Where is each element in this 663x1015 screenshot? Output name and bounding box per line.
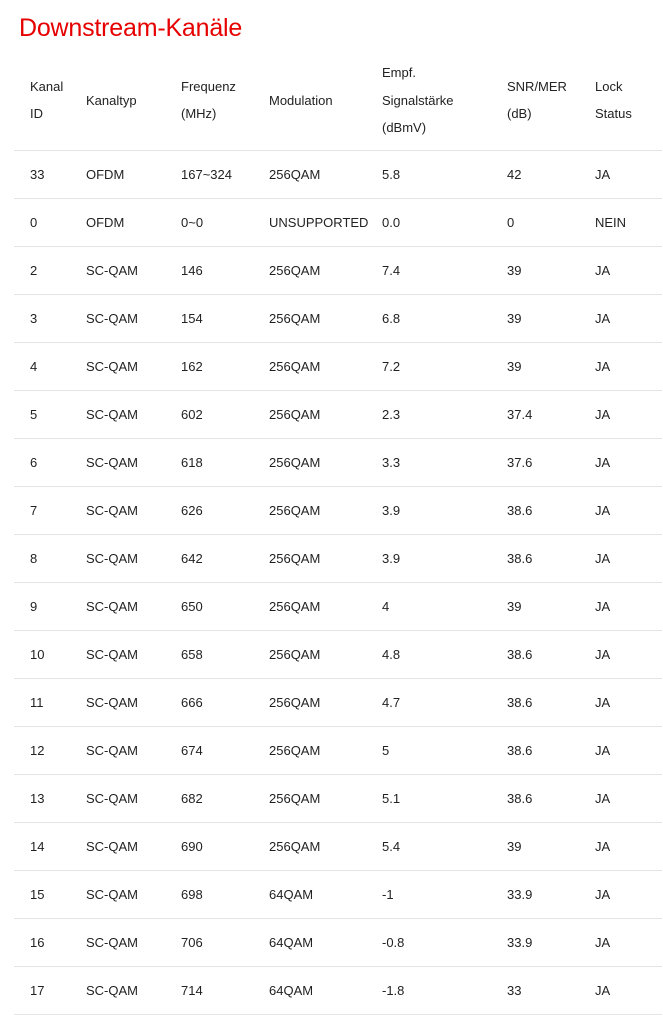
cell-snr-mer: 38.6 — [491, 678, 579, 726]
cell-signal-power: 7.4 — [366, 246, 491, 294]
table-row — [14, 150, 662, 198]
cell-modulation: 64QAM — [253, 918, 366, 966]
cell-lock-status: JA — [579, 390, 662, 438]
table-row — [14, 870, 662, 918]
cell-modulation: 256QAM — [253, 390, 366, 438]
cell-channel-id: 10 — [14, 630, 70, 678]
cell-lock-status: JA — [579, 870, 662, 918]
cell-signal-power: 3.9 — [366, 534, 491, 582]
table-row — [14, 726, 662, 774]
cell-modulation: 256QAM — [253, 438, 366, 486]
cell-channel-id: 13 — [14, 774, 70, 822]
cell-channel-id: 3 — [14, 294, 70, 342]
cell-modulation: 256QAM — [253, 294, 366, 342]
cell-signal-power: 3.9 — [366, 486, 491, 534]
cell-frequency: 714 — [165, 966, 253, 1014]
header-label: (MHz) — [181, 106, 217, 122]
cell-modulation: 256QAM — [253, 774, 366, 822]
cell-channel-type: SC-QAM — [70, 486, 165, 534]
cell-channel-id: 8 — [14, 534, 70, 582]
table-row — [14, 774, 662, 822]
cell-signal-power: -0.8 — [366, 918, 491, 966]
cell-frequency: 167~324 — [165, 150, 253, 198]
header-label: Kanaltyp — [86, 92, 137, 108]
page-title: Downstream-Kanäle — [19, 14, 243, 42]
cell-frequency: 146 — [165, 246, 253, 294]
table-row — [14, 486, 662, 534]
cell-channel-id: 2 — [14, 246, 70, 294]
cell-channel-type: SC-QAM — [70, 534, 165, 582]
cell-channel-id: 0 — [14, 198, 70, 246]
cell-channel-type: SC-QAM — [70, 822, 165, 870]
cell-frequency: 602 — [165, 390, 253, 438]
cell-frequency: 698 — [165, 870, 253, 918]
cell-lock-status: JA — [579, 774, 662, 822]
cell-frequency: 690 — [165, 822, 253, 870]
cell-channel-id: 15 — [14, 870, 70, 918]
cell-snr-mer: 33.9 — [491, 870, 579, 918]
cell-frequency: 658 — [165, 630, 253, 678]
cell-frequency: 666 — [165, 678, 253, 726]
table-row — [14, 438, 662, 486]
cell-snr-mer: 38.6 — [491, 486, 579, 534]
cell-lock-status: JA — [579, 630, 662, 678]
header-lock-status — [579, 56, 662, 150]
cell-signal-power: 4.8 — [366, 630, 491, 678]
cell-channel-id: 33 — [14, 150, 70, 198]
header-label: Empf. Signalstärke — [382, 65, 454, 108]
cell-lock-status: JA — [579, 246, 662, 294]
cell-modulation: 256QAM — [253, 342, 366, 390]
cell-modulation: UNSUPPORTED — [253, 198, 366, 246]
cell-channel-id: 5 — [14, 390, 70, 438]
cell-snr-mer: 38.6 — [491, 726, 579, 774]
cell-channel-type: SC-QAM — [70, 390, 165, 438]
cell-lock-status: JA — [579, 966, 662, 1014]
header-label: SNR/MER — [507, 78, 567, 94]
cell-channel-id: 7 — [14, 486, 70, 534]
cell-modulation: 256QAM — [253, 486, 366, 534]
cell-snr-mer: 39 — [491, 582, 579, 630]
cell-snr-mer: 38.6 — [491, 774, 579, 822]
header-frequency — [165, 56, 253, 150]
cell-modulation: 256QAM — [253, 582, 366, 630]
cell-lock-status: JA — [579, 438, 662, 486]
cell-channel-type: SC-QAM — [70, 918, 165, 966]
cell-lock-status: JA — [579, 726, 662, 774]
cell-frequency: 706 — [165, 918, 253, 966]
cell-snr-mer: 42 — [491, 150, 579, 198]
cell-signal-power: 5.8 — [366, 150, 491, 198]
cell-channel-id: 6 — [14, 438, 70, 486]
cell-signal-power: -1.8 — [366, 966, 491, 1014]
header-snr-mer — [491, 56, 579, 150]
cell-frequency: 0~0 — [165, 198, 253, 246]
header-label: (dBmV) — [382, 120, 427, 135]
table-row — [14, 966, 662, 1014]
cell-signal-power: 5.4 — [366, 822, 491, 870]
header-label: Kanal — [30, 78, 64, 94]
table-row — [14, 630, 662, 678]
cell-channel-type: SC-QAM — [70, 246, 165, 294]
cell-modulation: 256QAM — [253, 630, 366, 678]
cell-lock-status: JA — [579, 918, 662, 966]
header-label: Lock — [595, 78, 623, 94]
header-label: Frequenz — [181, 78, 236, 94]
header-channel-type — [70, 56, 165, 150]
cell-signal-power: 0.0 — [366, 198, 491, 246]
cell-frequency: 682 — [165, 774, 253, 822]
cell-modulation: 256QAM — [253, 246, 366, 294]
header-label: ID — [30, 106, 43, 122]
cell-lock-status: JA — [579, 150, 662, 198]
cell-modulation: 256QAM — [253, 822, 366, 870]
cell-channel-type: SC-QAM — [70, 966, 165, 1014]
cell-frequency: 626 — [165, 486, 253, 534]
table-row — [14, 822, 662, 870]
table-row — [14, 582, 662, 630]
cell-signal-power: -1 — [366, 870, 491, 918]
cell-signal-power: 4 — [366, 582, 491, 630]
cell-lock-status: JA — [579, 342, 662, 390]
cell-signal-power: 7.2 — [366, 342, 491, 390]
cell-frequency: 162 — [165, 342, 253, 390]
cell-snr-mer: 38.6 — [491, 534, 579, 582]
cell-channel-type: SC-QAM — [70, 294, 165, 342]
header-label: (dB) — [507, 106, 532, 122]
cell-signal-power: 5.1 — [366, 774, 491, 822]
cell-channel-id: 12 — [14, 726, 70, 774]
cell-channel-type: SC-QAM — [70, 726, 165, 774]
cell-frequency: 642 — [165, 534, 253, 582]
cell-signal-power: 4.7 — [366, 678, 491, 726]
cell-modulation: 64QAM — [253, 966, 366, 1014]
cell-lock-status: NEIN — [579, 198, 662, 246]
cell-lock-status: JA — [579, 486, 662, 534]
table-row — [14, 390, 662, 438]
cell-modulation: 256QAM — [253, 678, 366, 726]
cell-frequency: 154 — [165, 294, 253, 342]
cell-lock-status: JA — [579, 678, 662, 726]
cell-snr-mer: 0 — [491, 198, 579, 246]
cell-channel-id: 9 — [14, 582, 70, 630]
cell-snr-mer: 38.6 — [491, 630, 579, 678]
cell-snr-mer: 39 — [491, 342, 579, 390]
cell-modulation: 256QAM — [253, 726, 366, 774]
header-row — [14, 56, 662, 150]
cell-snr-mer: 37.4 — [491, 390, 579, 438]
cell-channel-type: SC-QAM — [70, 438, 165, 486]
downstream-channels-table — [14, 56, 662, 1015]
cell-channel-type: OFDM — [70, 198, 165, 246]
cell-channel-id: 16 — [14, 918, 70, 966]
cell-modulation: 256QAM — [253, 534, 366, 582]
cell-signal-power: 6.8 — [366, 294, 491, 342]
cell-signal-power: 2.3 — [366, 390, 491, 438]
cell-lock-status: JA — [579, 582, 662, 630]
cell-channel-id: 11 — [14, 678, 70, 726]
header-modulation — [253, 56, 366, 150]
cell-channel-type: SC-QAM — [70, 630, 165, 678]
table-body — [14, 150, 662, 1014]
header-signal-power — [366, 56, 491, 150]
cell-channel-type: OFDM — [70, 150, 165, 198]
cell-channel-type: SC-QAM — [70, 342, 165, 390]
cell-channel-id: 17 — [14, 966, 70, 1014]
cell-snr-mer: 39 — [491, 294, 579, 342]
cell-snr-mer: 39 — [491, 246, 579, 294]
cell-lock-status: JA — [579, 534, 662, 582]
cell-channel-type: SC-QAM — [70, 870, 165, 918]
cell-frequency: 674 — [165, 726, 253, 774]
cell-modulation: 256QAM — [253, 150, 366, 198]
cell-modulation: 64QAM — [253, 870, 366, 918]
cell-snr-mer: 33 — [491, 966, 579, 1014]
header-label: Modulation — [269, 92, 333, 108]
cell-signal-power: 3.3 — [366, 438, 491, 486]
cell-frequency: 618 — [165, 438, 253, 486]
table-row — [14, 918, 662, 966]
cell-frequency: 650 — [165, 582, 253, 630]
table-row — [14, 678, 662, 726]
cell-channel-type: SC-QAM — [70, 774, 165, 822]
table-row — [14, 294, 662, 342]
table-row — [14, 534, 662, 582]
header-channel-id — [14, 56, 70, 150]
cell-lock-status: JA — [579, 822, 662, 870]
cell-channel-type: SC-QAM — [70, 582, 165, 630]
cell-channel-type: SC-QAM — [70, 678, 165, 726]
table-header — [14, 56, 662, 150]
cell-lock-status: JA — [579, 294, 662, 342]
table-row — [14, 246, 662, 294]
cell-snr-mer: 33.9 — [491, 918, 579, 966]
cell-snr-mer: 39 — [491, 822, 579, 870]
table-row — [14, 342, 662, 390]
cell-channel-id: 14 — [14, 822, 70, 870]
cell-channel-id: 4 — [14, 342, 70, 390]
cell-signal-power: 5 — [366, 726, 491, 774]
cell-snr-mer: 37.6 — [491, 438, 579, 486]
table-row — [14, 198, 662, 246]
header-label: Status — [595, 106, 632, 122]
